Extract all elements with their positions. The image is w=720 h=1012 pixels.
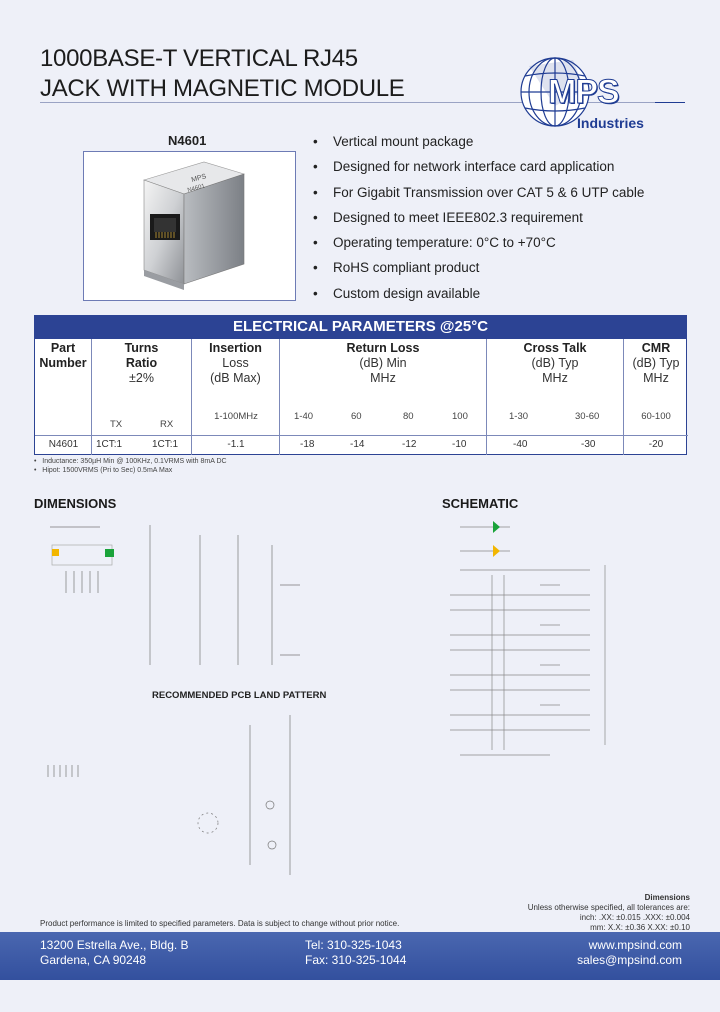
table-notes — [34, 457, 227, 475]
col-part — [35, 339, 92, 455]
sub-rx: RX — [160, 419, 174, 430]
header-return-loss: Return Loss — [346, 341, 420, 355]
feature-list — [313, 133, 644, 310]
schematic-title: SCHEMATIC — [442, 496, 519, 511]
feature-item: • Designed to meet IEEE802.3 requirement — [313, 209, 644, 234]
sub-ct: 30-60 — [575, 411, 600, 422]
sub-cmr: 60-100 — [641, 411, 671, 422]
cell-rl: -12 — [402, 439, 417, 450]
rj45-jack-illustration — [84, 152, 295, 300]
header-ct-mhz: MHz — [542, 371, 568, 385]
footer-bar — [0, 932, 720, 980]
table-title: ELECTRICAL PARAMETERS @25°C — [34, 315, 687, 339]
note-item: • Hipot: 1500VRMS (Pri to Sec) 0.5mA Max — [34, 467, 173, 474]
header-rl-mhz: MHz — [370, 371, 396, 385]
dimensions-title: DIMENSIONS — [34, 496, 117, 511]
product-part-label: N4601 — [168, 133, 207, 148]
col-cmr — [624, 339, 688, 455]
note-text: Hipot: 1500VRMS (Pri to Sec) 0.5mA Max — [42, 467, 173, 474]
fax-number: Fax: 310-325-1044 — [305, 953, 407, 967]
header-loss: Loss — [222, 356, 249, 370]
pcb-land-pattern-title: RECOMMENDED PCB LAND PATTERN — [152, 690, 327, 701]
address-line-2: Gardena, CA 90248 — [40, 953, 147, 967]
title-line-1: 1000BASE-T VERTICAL RJ45 — [40, 45, 358, 72]
tolerance-title: Dimensions — [644, 893, 690, 902]
header-tolerance: ±2% — [129, 371, 154, 385]
note-item: • Inductance: 350µH Min @ 100KHz, 0.1VRMS with 8mA DC — [34, 458, 227, 465]
table-row-divider — [35, 435, 688, 436]
feature-item: • RoHS compliant product — [313, 259, 644, 284]
sub-rl: 100 — [452, 411, 468, 422]
col-cross-talk — [487, 339, 624, 455]
cell-il: -1.1 — [227, 439, 245, 450]
cell-part: N4601 — [48, 439, 79, 450]
sub-il: 1-100MHz — [214, 411, 258, 422]
led-yellow-marker — [52, 549, 59, 556]
feature-item: • Operating temperature: 0°C to +70°C — [313, 234, 644, 259]
sub-tx: TX — [110, 419, 123, 430]
dimensions-drawing — [40, 515, 370, 895]
header-ct-unit: (dB) Typ — [531, 356, 579, 370]
tolerance-line: inch: .XX: ±0.015 .XXX: ±0.004 — [579, 913, 690, 922]
svg-text:N4601: N4601 — [186, 183, 206, 194]
header-cmr-mhz: MHz — [643, 371, 669, 385]
header-insertion: Insertion — [209, 341, 262, 355]
col-insertion-loss — [192, 339, 280, 455]
tel-number: Tel: 310-325-1043 — [305, 938, 402, 952]
tolerance-note — [520, 893, 690, 933]
header-part: Part — [50, 341, 76, 355]
col-turns — [92, 339, 192, 455]
cell-rl: -14 — [350, 439, 365, 450]
header-cmr: CMR — [641, 341, 671, 355]
feature-item: • Vertical mount package — [313, 133, 644, 158]
header-cross-talk: Cross Talk — [523, 341, 587, 355]
footer-phone — [305, 938, 406, 968]
cell-rx: 1CT:1 — [152, 439, 179, 450]
tolerance-line: mm: X.X: ±0.36 X.XX: ±0.10 — [590, 923, 690, 932]
cell-cmr: -20 — [648, 439, 664, 450]
website-link[interactable]: www.mpsind.com — [588, 938, 682, 952]
cell-rl: -18 — [300, 439, 315, 450]
feature-item: • Designed for network interface card application — [313, 158, 644, 183]
footer-contact — [577, 938, 682, 968]
led-green-marker — [105, 549, 114, 557]
product-image — [83, 151, 296, 301]
col-return-loss — [280, 339, 487, 455]
header-ratio: Ratio — [125, 356, 158, 370]
email-link[interactable]: sales@mpsind.com — [577, 953, 682, 967]
sub-rl: 60 — [351, 411, 362, 422]
cell-ct: -40 — [513, 439, 528, 450]
sub-rl: 1-40 — [294, 411, 314, 422]
header-turns: Turns — [124, 341, 159, 355]
cell-tx: 1CT:1 — [96, 439, 123, 450]
header-cmr-unit: (dB) Typ — [632, 356, 680, 370]
header-number: Number — [39, 356, 87, 370]
svg-text:MPS: MPS — [190, 173, 208, 184]
feature-item: • Custom design available — [313, 285, 644, 310]
cell-rl: -10 — [452, 439, 467, 450]
disclaimer: Product performance is limited to specified parameters. Data is subject to change without prior notice. — [40, 919, 400, 928]
feature-item: • For Gigabit Transmission over CAT 5 & 6 UTP cable — [313, 184, 644, 209]
tolerance-line: Unless otherwise specified, all tolerances are: — [527, 903, 690, 912]
schematic-drawing — [430, 515, 690, 765]
note-text: Inductance: 350µH Min @ 100KHz, 0.1VRMS with 8mA DC — [42, 458, 227, 465]
cell-ct: -30 — [581, 439, 596, 450]
led-green-icon — [493, 521, 500, 533]
led-yellow-icon — [493, 545, 500, 557]
logo-wordmark: MPS — [548, 73, 619, 111]
logo-subtitle: Industries — [577, 115, 644, 131]
title-line-2: JACK WITH MAGNETIC MODULE — [40, 75, 405, 102]
electrical-parameters-table — [34, 339, 687, 455]
address-line-1: 13200 Estrella Ave., Bldg. B — [40, 938, 189, 952]
header-db-max: (dB Max) — [210, 371, 261, 385]
document-title — [40, 44, 405, 104]
footer-address — [40, 938, 189, 968]
sub-ct: 1-30 — [509, 411, 529, 422]
sub-rl: 80 — [403, 411, 414, 422]
header-rl-unit: (dB) Min — [359, 356, 407, 370]
